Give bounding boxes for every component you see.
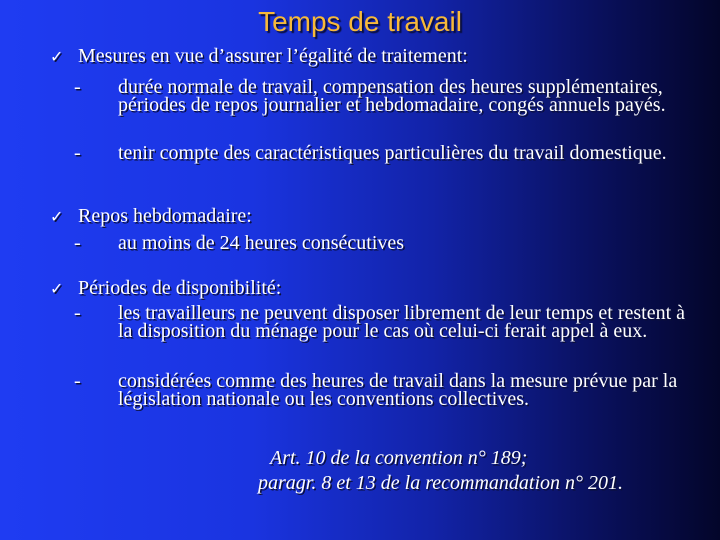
slide-title: Temps de travail: [258, 6, 462, 37]
checkmark-icon: ✓: [50, 47, 64, 66]
dash-marker: -: [74, 302, 81, 324]
sub-item-text: durée normale de travail, compensation des heures supplémentaires, périodes de repos journalier et hebdomadaire, congés annuels payés.: [118, 76, 666, 116]
bullet-heading: Repos hebdomadaire:: [78, 205, 252, 227]
sub-item-text: au moins de 24 heures consécutives: [118, 232, 405, 254]
sub-item: [74, 78, 694, 114]
dash-marker: -: [74, 76, 81, 98]
bullet-heading: Mesures en vue d’assurer l’égalité de traitement:: [78, 45, 468, 67]
citation-line-2: paragr. 8 et 13 de la recommandation n° 201.: [258, 472, 624, 494]
dash-marker: -: [74, 370, 81, 392]
sub-item: [74, 304, 694, 340]
checkmark-icon: ✓: [50, 207, 64, 226]
sub-item-text: considérées comme des heures de travail dans la mesure prévue par la législation nationale ou les conventions collectives.: [118, 370, 678, 410]
checkmark-icon: ✓: [50, 279, 64, 298]
bullet-heading: Périodes de disponibilité:: [78, 277, 282, 299]
dash-marker: -: [74, 142, 81, 164]
sub-item-text: tenir compte des caractéristiques particulières du travail domestique.: [118, 142, 667, 164]
citation-line-1: Art. 10 de la convention n° 189;: [270, 447, 528, 469]
sub-item: [74, 144, 694, 162]
sub-item: [74, 234, 694, 252]
sub-item: [74, 372, 694, 408]
sub-item-text: les travailleurs ne peuvent disposer librement de leur temps et restent à la disposition du ménage pour le cas où celui-ci ferait appel à eux.: [118, 302, 686, 342]
dash-marker: -: [74, 232, 81, 254]
